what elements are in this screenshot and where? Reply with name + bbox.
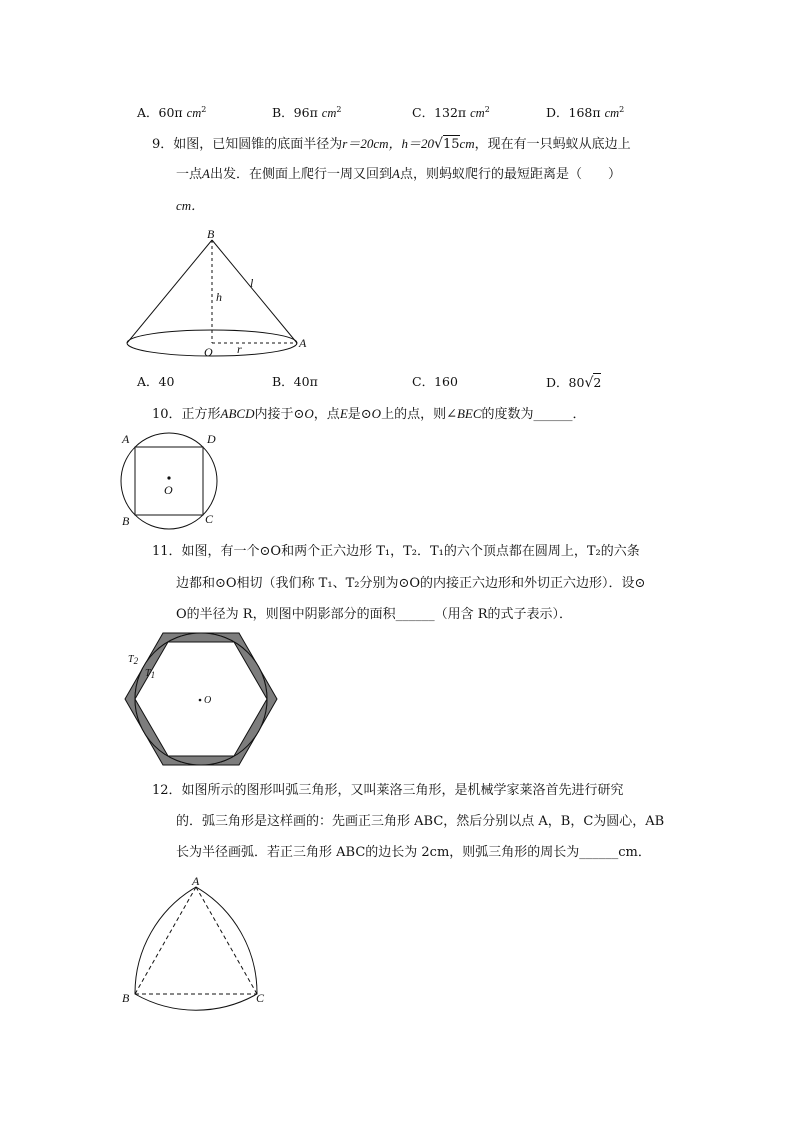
q9-option-a: A．40: [137, 374, 175, 389]
q9-option-c: C．160: [412, 374, 458, 389]
label-d: D: [207, 432, 216, 446]
q9-option-b: B．40π: [272, 374, 318, 389]
q9-line-2: 一点A出发．在侧面上爬行一周又回到A点，则蚂蚁爬行的最短距离是（ ）: [176, 166, 621, 182]
q8-option-c: C．132π $cm^2$: [412, 105, 490, 121]
label-c: C: [205, 512, 214, 526]
label-c: C: [256, 991, 265, 1005]
label-a: A: [192, 874, 200, 888]
label-r: r: [237, 342, 242, 356]
label-o: O: [204, 345, 213, 359]
q12-line-3: 长为半径画弧．若正三角形 ABC的边长为 2cm，则弧三角形的周长为______cm．: [176, 845, 651, 860]
label-o: O: [164, 483, 173, 497]
q9-line-3: cm．: [176, 198, 205, 213]
q8-option-a: A．60π $cm^2$: [137, 105, 207, 121]
q12-line-2: 的．弧三角形是这样画的：先画正三角形 ABC，然后分别以点 A，B，C为圆心，AB: [176, 814, 665, 829]
label-a: A: [122, 432, 130, 446]
side-ac: [196, 887, 257, 994]
q12-line-1: 12．如图所示的图形叫弧三角形，又叫莱洛三角形，是机械学家莱洛首先进行研究: [152, 783, 624, 798]
side-ab: [135, 887, 196, 994]
label-t2: T2: [128, 654, 139, 666]
label-a: A: [299, 336, 307, 350]
reuleaux-outline: [135, 887, 257, 1010]
q8-option-b: B．96π $cm^2$: [272, 105, 342, 121]
q11-line-2: 边都和⊙O相切（我们称 T₁、T₂分别为⊙O的内接正六边形和外切正六边形）．设⊙: [176, 576, 646, 591]
label-h: h: [216, 290, 222, 304]
q9-line-1: 9．如图，已知圆锥的底面半径为r＝20cm，h＝20√15cm，现在有一只蚂蚁从底边上: [152, 136, 631, 152]
label-b: B: [122, 514, 130, 528]
q8-option-d: D．168π $cm^2$: [546, 105, 625, 121]
label-t1: T1: [145, 668, 156, 680]
label-l: l: [250, 276, 254, 290]
q10-text: 10．正方形ABCD内接于⊙O，点E是⊙O上的点，则∠BEC的度数为______．: [152, 406, 586, 422]
q11-line-1: 11．如图，有一个⊙O和两个正六边形 T₁，T₂．T₁的六个顶点都在圆周上，T₂的六条: [152, 544, 640, 559]
label-o: O: [204, 695, 212, 706]
q9-option-d: D．80√2: [546, 375, 602, 391]
q11-line-3: O的半径为 R，则图中阴影部分的面积______（用含 R的式子表示）．: [176, 607, 572, 622]
label-b: B: [207, 227, 215, 241]
label-b: B: [122, 991, 130, 1005]
